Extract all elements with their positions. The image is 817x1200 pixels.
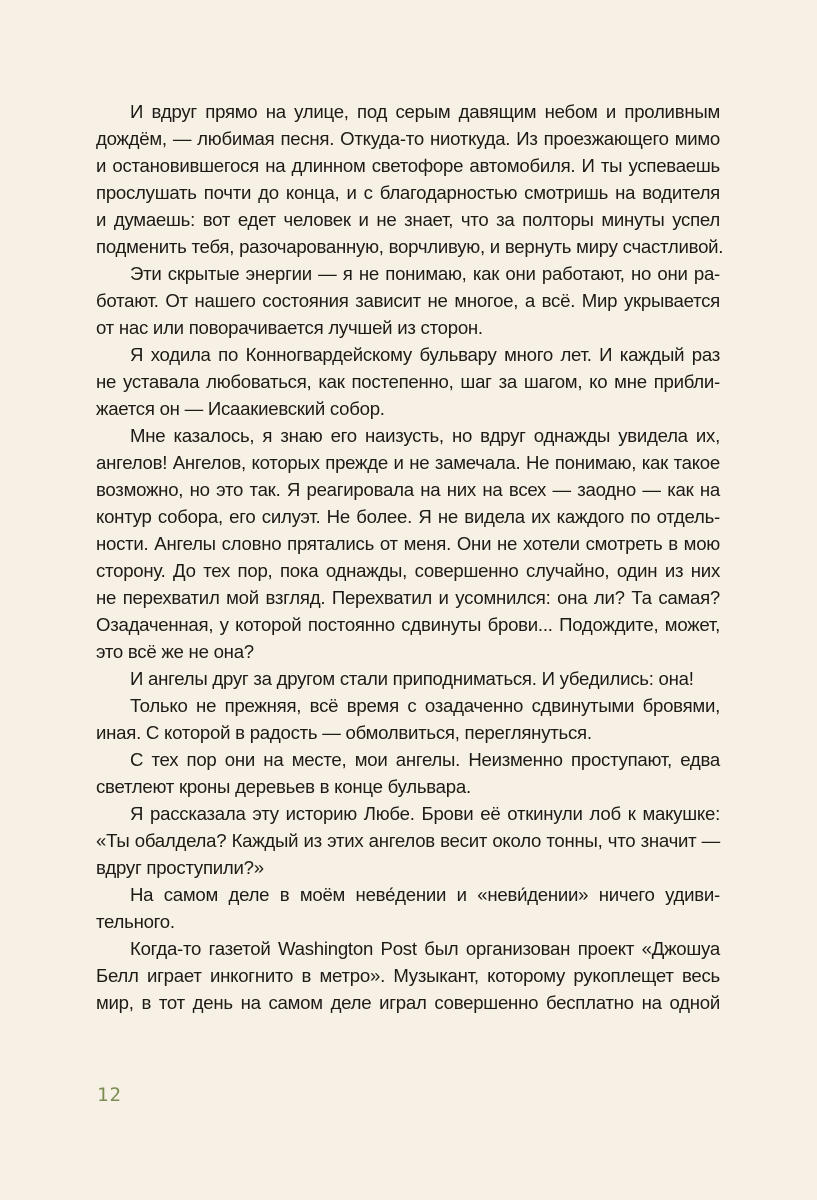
- text-line: не перехватил мой взгляд. Перехватил и усомнился: она ли? Та самая?: [96, 587, 720, 608]
- text-line: И вдруг прямо на улице, под серым давящим небом и проливным: [130, 101, 720, 122]
- text-line: дождём, — любимая песня. Откуда-то ниоткуда. Из проезжающего мимо: [96, 128, 720, 149]
- page-number: 12: [97, 1084, 122, 1106]
- text-line: не уставала любоваться, как постепенно, шаг за шагом, ко мне прибли-: [96, 371, 720, 392]
- text-line: мир, в тот день на самом деле играл совершенно бесплатно на одной: [96, 992, 720, 1013]
- text-line: сторону. До тех пор, пока однажды, совершенно случайно, один из них: [96, 560, 720, 581]
- text-line: контур собора, его силуэт. Не более. Я не видела их каждого по отдель-: [96, 506, 720, 527]
- text-line: Мне казалось, я знаю его наизусть, но вдруг однажды увидела их,: [130, 425, 720, 446]
- text-line: «Ты обалдела? Каждый из этих ангелов весит около тонны, что значит —: [96, 830, 720, 851]
- text-line: светлеют кроны деревьев в конце бульвара.: [96, 776, 471, 797]
- text-line: и думаешь: вот едет человек и не знает, что за полторы минуты успел: [96, 209, 720, 230]
- text-line: ботают. От нашего состояния зависит не многое, а всё. Мир укрывается: [96, 290, 720, 311]
- text-line: С тех пор они на месте, мои ангелы. Неизменно проступают, едва: [130, 749, 720, 770]
- text-line: жается он — Исаакиевский собор.: [96, 398, 385, 419]
- text-line: иная. С которой в радость — обмолвиться, переглянуться.: [96, 722, 592, 743]
- text-line: прослушать почти до конца, и с благодарностью смотришь на водителя: [96, 182, 720, 203]
- text-line: и остановившегося на длинном светофоре автомобиля. И ты успеваешь: [96, 155, 720, 176]
- text-line: Я ходила по Конногвардейскому бульвару много лет. И каждый раз: [130, 344, 720, 365]
- text-line: Когда-то газетой Washington Post был организован проект «Джошуа: [130, 938, 720, 959]
- text-line: Озадаченная, у которой постоянно сдвинуты брови... Подождите, может,: [96, 614, 720, 635]
- text-line: Эти скрытые энергии — я не понимаю, как они работают, но они ра-: [130, 263, 720, 284]
- text-line: Я рассказала эту историю Любе. Брови её откинули лоб к макушке:: [130, 803, 720, 824]
- text-line: возможно, но это так. Я реагировала на них на всех — заодно — как на: [96, 479, 720, 500]
- text-line: ности. Ангелы словно прятались от меня. Они не хотели смотреть в мою: [96, 533, 720, 554]
- body-text: [96, 98, 724, 1016]
- text-line: вдруг проступили?»: [96, 857, 264, 878]
- text-line: от нас или поворачивается лучшей из сторон.: [96, 317, 483, 338]
- text-line: И ангелы друг за другом стали приподниматься. И убедились: она!: [130, 668, 694, 689]
- text-line: подменить тебя, разочарованную, ворчливую, и вернуть миру счастливой.: [96, 236, 724, 257]
- text-line: тельного.: [96, 911, 175, 932]
- text-line: Только не прежняя, всё время с озадаченно сдвинутыми бровями,: [130, 695, 720, 716]
- text-line: На самом деле в моём неве́дении и «неви́дении» ничего удиви-: [130, 884, 720, 905]
- text-line: Белл играет инкогнито в метро». Музыкант, которому рукоплещет весь: [96, 965, 720, 986]
- text-line: это всё же не она?: [96, 641, 254, 662]
- text-line: ангелов! Ангелов, которых прежде и не замечала. Не понимаю, как такое: [96, 452, 720, 473]
